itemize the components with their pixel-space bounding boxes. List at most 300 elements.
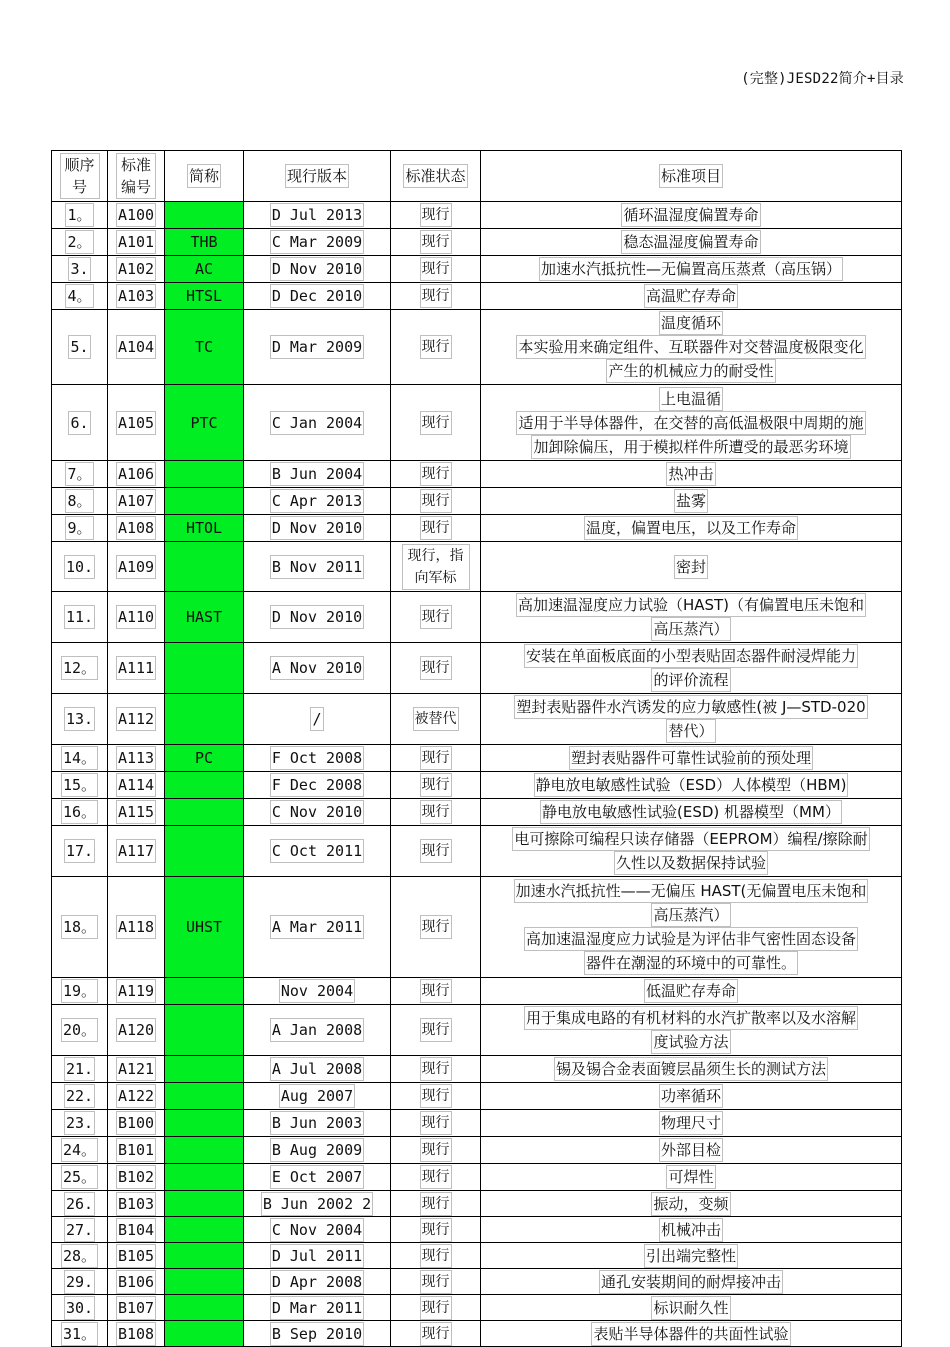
sequence-number: 12。 xyxy=(61,656,98,680)
table-row xyxy=(52,1321,902,1347)
standard-item-cell xyxy=(481,1056,902,1083)
abbreviation-cell xyxy=(165,877,244,978)
table-row xyxy=(52,1243,902,1269)
standard-item-cell xyxy=(481,745,902,772)
table-row xyxy=(52,745,902,772)
standard-code-cell xyxy=(108,202,165,229)
standard-status-cell xyxy=(391,1164,481,1191)
sequence-number: 9。 xyxy=(65,516,93,540)
table-row xyxy=(52,385,902,461)
table-row xyxy=(52,1164,902,1191)
standard-code: A106 xyxy=(116,462,156,486)
standard-code: A109 xyxy=(116,555,156,579)
standard-item-cell xyxy=(481,1137,902,1164)
standard-item-line: 加卸除偏压，用于模拟样件所遭受的最恶劣环境 xyxy=(531,435,850,459)
standard-status: 现行 xyxy=(420,1084,452,1108)
standard-item-line: 电可擦除可编程只读存储器（EEPROM）编程/擦除耐 xyxy=(512,827,869,851)
abbreviation: THB xyxy=(190,233,218,251)
standard-code-cell xyxy=(108,1083,165,1110)
standard-status-cell xyxy=(391,310,481,385)
sequence-number: 23. xyxy=(64,1111,95,1135)
standard-status-cell xyxy=(391,229,481,256)
sequence-number: 22. xyxy=(64,1084,95,1108)
standard-item-line: 标识耐久性 xyxy=(651,1296,730,1320)
sequence-number-cell xyxy=(52,229,108,256)
standard-status-cell xyxy=(391,1243,481,1269)
sequence-number-cell xyxy=(52,877,108,978)
current-version-cell xyxy=(244,1110,391,1137)
table-row xyxy=(52,1217,902,1243)
standard-code-cell xyxy=(108,826,165,877)
current-version-cell xyxy=(244,1295,391,1321)
standard-item-cell xyxy=(481,310,902,385)
current-version: D Nov 2010 xyxy=(270,257,364,281)
current-version-cell xyxy=(244,1137,391,1164)
current-version: B Jun 2004 xyxy=(270,462,364,486)
standard-item-line: 上电温循 xyxy=(659,387,723,411)
standard-code-cell xyxy=(108,1243,165,1269)
abbreviation-cell xyxy=(165,772,244,799)
standard-item-line: 锡及锡合金表面镀层晶须生长的测试方法 xyxy=(554,1057,828,1081)
sequence-number: 14。 xyxy=(61,746,98,770)
table-row xyxy=(52,488,902,515)
abbreviation: PC xyxy=(194,749,214,767)
table-row xyxy=(52,1191,902,1217)
current-version: D Nov 2010 xyxy=(270,516,364,540)
standard-item-cell xyxy=(481,256,902,283)
standard-item-cell xyxy=(481,542,902,592)
standard-item-line: 振动，变频 xyxy=(651,1192,730,1216)
standard-code: A108 xyxy=(116,516,156,540)
abbreviation-cell xyxy=(165,1164,244,1191)
table-row xyxy=(52,772,902,799)
standard-status-cell xyxy=(391,978,481,1005)
standard-code-cell xyxy=(108,877,165,978)
sequence-number: 17. xyxy=(64,839,95,863)
current-version: D Apr 2008 xyxy=(270,1270,364,1294)
standard-status: 现行 xyxy=(420,284,452,308)
current-version-cell xyxy=(244,1269,391,1295)
sequence-number-cell xyxy=(52,310,108,385)
standard-code: A105 xyxy=(116,411,156,435)
standard-code-cell xyxy=(108,1269,165,1295)
standard-item-cell xyxy=(481,1164,902,1191)
sequence-number-cell xyxy=(52,488,108,515)
abbreviation-cell xyxy=(165,1243,244,1269)
standard-item-line: 机械冲击 xyxy=(659,1218,723,1242)
standard-status-cell xyxy=(391,1217,481,1243)
standard-status-cell xyxy=(391,1005,481,1056)
sequence-number-cell xyxy=(52,1056,108,1083)
standard-item-line: 功率循环 xyxy=(659,1084,723,1108)
col-header-code-label: 标准编号 xyxy=(116,153,156,199)
current-version: F Dec 2008 xyxy=(270,773,364,797)
standard-code-cell xyxy=(108,799,165,826)
abbreviation-cell xyxy=(165,1269,244,1295)
standard-code: A119 xyxy=(116,979,156,1003)
sequence-number-cell xyxy=(52,978,108,1005)
standard-item-cell xyxy=(481,1110,902,1137)
sequence-number-cell xyxy=(52,643,108,694)
current-version: D Nov 2010 xyxy=(270,605,364,629)
standard-code: A118 xyxy=(116,915,156,939)
sequence-number: 28。 xyxy=(61,1244,98,1268)
current-version: C Mar 2009 xyxy=(270,230,364,254)
standard-code: B101 xyxy=(116,1138,156,1162)
standard-item-line: 热冲击 xyxy=(666,462,715,486)
standard-item-line: 引出端完整性 xyxy=(644,1244,738,1268)
sequence-number-cell xyxy=(52,694,108,745)
standard-item-line: 高加速温湿度应力试验（HAST)（有偏置电压未饱和 xyxy=(516,593,866,617)
current-version-cell xyxy=(244,826,391,877)
current-version-cell xyxy=(244,1083,391,1110)
table-row xyxy=(52,461,902,488)
standard-code: A101 xyxy=(116,230,156,254)
sequence-number-cell xyxy=(52,461,108,488)
standard-status: 现行 xyxy=(420,915,452,939)
standard-item-cell xyxy=(481,799,902,826)
current-version-cell xyxy=(244,461,391,488)
col-header-version-label: 现行版本 xyxy=(285,164,349,188)
current-version: E Oct 2007 xyxy=(270,1165,364,1189)
standard-item-cell xyxy=(481,202,902,229)
standard-code-cell xyxy=(108,1137,165,1164)
standard-code-cell xyxy=(108,592,165,643)
table-row xyxy=(52,1056,902,1083)
standard-status-cell xyxy=(391,515,481,542)
standard-item-cell xyxy=(481,1295,902,1321)
sequence-number-cell xyxy=(52,1217,108,1243)
abbreviation-cell xyxy=(165,385,244,461)
sequence-number: 16。 xyxy=(61,800,98,824)
abbreviation-cell xyxy=(165,1110,244,1137)
abbreviation-cell xyxy=(165,1137,244,1164)
col-header-status xyxy=(391,151,481,202)
table-row xyxy=(52,643,902,694)
standard-status-cell xyxy=(391,877,481,978)
current-version: Aug 2007 xyxy=(279,1084,355,1108)
standard-code-cell xyxy=(108,1321,165,1347)
sequence-number-cell xyxy=(52,1191,108,1217)
standard-status-cell xyxy=(391,826,481,877)
standard-code: A104 xyxy=(116,335,156,359)
sequence-number-cell xyxy=(52,385,108,461)
standard-item-line: 度试验方法 xyxy=(651,1030,730,1054)
standard-status: 被替代 xyxy=(413,707,459,731)
standard-status-cell xyxy=(391,694,481,745)
standard-code: A107 xyxy=(116,489,156,513)
sequence-number-cell xyxy=(52,542,108,592)
current-version-cell xyxy=(244,1005,391,1056)
standard-status: 现行 xyxy=(420,773,452,797)
standard-item-cell xyxy=(481,826,902,877)
abbreviation-cell xyxy=(165,694,244,745)
standard-item-cell xyxy=(481,385,902,461)
sequence-number-cell xyxy=(52,1321,108,1347)
sequence-number-cell xyxy=(52,1269,108,1295)
standard-code: A102 xyxy=(116,257,156,281)
standard-item-line: 塑封表贴器件水汽诱发的应力敏感性(被 J—STD-020 xyxy=(514,695,867,719)
standard-status-cell xyxy=(391,1137,481,1164)
standard-status-cell xyxy=(391,202,481,229)
standard-status: 现行 xyxy=(420,257,452,281)
abbreviation-cell xyxy=(165,1056,244,1083)
table-row xyxy=(52,1269,902,1295)
table-row xyxy=(52,799,902,826)
standard-code-cell xyxy=(108,385,165,461)
standard-item-cell xyxy=(481,229,902,256)
standard-item-cell xyxy=(481,694,902,745)
standard-code-cell xyxy=(108,1110,165,1137)
table-row xyxy=(52,256,902,283)
abbreviation-cell xyxy=(165,256,244,283)
table-row xyxy=(52,1295,902,1321)
standard-code-cell xyxy=(108,1164,165,1191)
standard-code-cell xyxy=(108,1191,165,1217)
standard-code-cell xyxy=(108,461,165,488)
abbreviation-cell xyxy=(165,283,244,310)
standard-code: B100 xyxy=(116,1111,156,1135)
abbreviation: HTOL xyxy=(185,519,223,537)
table-row xyxy=(52,1005,902,1056)
standard-code-cell xyxy=(108,745,165,772)
standard-status-cell xyxy=(391,592,481,643)
standard-item-line: 温度循环 xyxy=(659,311,723,335)
standard-status: 现行 xyxy=(420,1138,452,1162)
sequence-number-cell xyxy=(52,1164,108,1191)
sequence-number-cell xyxy=(52,745,108,772)
col-header-version xyxy=(244,151,391,202)
current-version: D Jul 2013 xyxy=(270,203,364,227)
sequence-number: 30. xyxy=(64,1296,95,1320)
sequence-number: 4。 xyxy=(65,284,93,308)
page-header: (完整)JESD22简介+目录 xyxy=(741,71,904,87)
table-row xyxy=(52,310,902,385)
standard-status-cell xyxy=(391,1056,481,1083)
col-header-sequence-label: 顺序号 xyxy=(60,153,100,199)
abbreviation-cell xyxy=(165,1083,244,1110)
sequence-number-cell xyxy=(52,826,108,877)
standard-code: B106 xyxy=(116,1270,156,1294)
standard-status-cell xyxy=(391,1295,481,1321)
current-version: C Apr 2013 xyxy=(270,489,364,513)
standard-status-cell xyxy=(391,1083,481,1110)
sequence-number-cell xyxy=(52,1005,108,1056)
current-version-cell xyxy=(244,1164,391,1191)
standard-item-line: 通孔安装期间的耐焊接冲击 xyxy=(599,1270,783,1294)
standard-code: A112 xyxy=(116,707,156,731)
sequence-number: 10. xyxy=(64,555,95,579)
standard-code-cell xyxy=(108,1056,165,1083)
current-version: D Mar 2009 xyxy=(270,335,364,359)
standard-code-cell xyxy=(108,542,165,592)
current-version-cell xyxy=(244,283,391,310)
standard-item-line: 产生的机械应力的耐受性 xyxy=(606,359,775,383)
standard-item-line: 外部目检 xyxy=(659,1138,723,1162)
standard-status: 现行 xyxy=(420,1296,452,1320)
current-version-cell xyxy=(244,1056,391,1083)
abbreviation-cell xyxy=(165,592,244,643)
current-version-cell xyxy=(244,592,391,643)
abbreviation-cell xyxy=(165,643,244,694)
standard-code-cell xyxy=(108,310,165,385)
standard-code-cell xyxy=(108,1295,165,1321)
standard-code: B102 xyxy=(116,1165,156,1189)
standard-item-cell xyxy=(481,461,902,488)
standard-code: A110 xyxy=(116,605,156,629)
standard-item-cell xyxy=(481,1269,902,1295)
standard-item-line: 安装在单面板底面的小型表贴固态器件耐浸焊能力 xyxy=(524,644,858,668)
standard-code-cell xyxy=(108,256,165,283)
col-header-abbr-label: 简称 xyxy=(187,164,221,188)
sequence-number-cell xyxy=(52,256,108,283)
abbreviation: HAST xyxy=(185,608,223,626)
sequence-number: 8。 xyxy=(65,489,93,513)
current-version-cell xyxy=(244,310,391,385)
standard-item-line: 可焊性 xyxy=(666,1165,715,1189)
standard-status-cell xyxy=(391,1191,481,1217)
standard-status: 现行 xyxy=(420,335,452,359)
abbreviation-cell xyxy=(165,1295,244,1321)
abbreviation-cell xyxy=(165,229,244,256)
standard-code: A114 xyxy=(116,773,156,797)
sequence-number: 27. xyxy=(64,1218,95,1242)
sequence-number-cell xyxy=(52,515,108,542)
standard-status-cell xyxy=(391,745,481,772)
standard-item-line: 静电放电敏感性试验（ESD）人体模型（HBM) xyxy=(534,773,849,797)
current-version: C Nov 2010 xyxy=(270,800,364,824)
table-row xyxy=(52,694,902,745)
table-row xyxy=(52,826,902,877)
standard-item-line: 本实验用来确定组件、互联器件对交替温度极限变化 xyxy=(516,335,865,359)
standard-status: 现行 xyxy=(420,979,452,1003)
abbreviation-cell xyxy=(165,488,244,515)
col-header-item-label: 标准项目 xyxy=(659,164,723,188)
table-row xyxy=(52,202,902,229)
standard-item-cell xyxy=(481,1321,902,1347)
sequence-number: 25。 xyxy=(61,1165,98,1189)
standard-status-cell xyxy=(391,283,481,310)
current-version-cell xyxy=(244,256,391,283)
standard-code-cell xyxy=(108,1005,165,1056)
abbreviation: HTSL xyxy=(185,287,223,305)
current-version-cell xyxy=(244,542,391,592)
current-version-cell xyxy=(244,488,391,515)
standard-code: A121 xyxy=(116,1057,156,1081)
sequence-number: 19。 xyxy=(61,979,98,1003)
current-version: D Dec 2010 xyxy=(270,284,364,308)
current-version-cell xyxy=(244,643,391,694)
table-row xyxy=(52,515,902,542)
standard-code: A120 xyxy=(116,1018,156,1042)
standard-code: B105 xyxy=(116,1244,156,1268)
standard-code-cell xyxy=(108,515,165,542)
col-header-code xyxy=(108,151,165,202)
standard-status-cell xyxy=(391,461,481,488)
abbreviation: TC xyxy=(194,338,214,356)
standard-code: A103 xyxy=(116,284,156,308)
current-version-cell xyxy=(244,385,391,461)
standard-item-line: 久性以及数据保持试验 xyxy=(614,851,768,875)
standard-status-cell xyxy=(391,1269,481,1295)
standard-code-cell xyxy=(108,978,165,1005)
standard-code: A100 xyxy=(116,203,156,227)
standard-item-line: 低温贮存寿命 xyxy=(644,979,738,1003)
current-version-cell xyxy=(244,1217,391,1243)
standard-code: A122 xyxy=(116,1084,156,1108)
abbreviation-cell xyxy=(165,310,244,385)
abbreviation-cell xyxy=(165,978,244,1005)
sequence-number-cell xyxy=(52,592,108,643)
sequence-number-cell xyxy=(52,772,108,799)
table-row xyxy=(52,592,902,643)
current-version-cell xyxy=(244,877,391,978)
standard-code-cell xyxy=(108,1217,165,1243)
sequence-number: 1。 xyxy=(65,203,93,227)
current-version-cell xyxy=(244,694,391,745)
standard-status: 现行 xyxy=(420,462,452,486)
standard-item-line: 塑封表贴器件可靠性试验前的预处理 xyxy=(569,746,813,770)
standard-item-cell xyxy=(481,1243,902,1269)
standard-status-cell xyxy=(391,772,481,799)
sequence-number-cell xyxy=(52,1110,108,1137)
table-row xyxy=(52,1110,902,1137)
current-version: B Nov 2011 xyxy=(270,555,364,579)
standard-code-cell xyxy=(108,694,165,745)
header-row xyxy=(52,151,902,202)
standard-item-line: 替代） xyxy=(666,719,715,743)
standard-status: 现行 xyxy=(420,411,452,435)
standard-item-line: 表贴半导体器件的共面性试验 xyxy=(591,1322,790,1346)
standard-item-cell xyxy=(481,877,902,978)
current-version: B Jun 2003 xyxy=(270,1111,364,1135)
standard-item-cell xyxy=(481,1217,902,1243)
abbreviation: UHST xyxy=(185,918,223,936)
standard-status: 现行 xyxy=(420,1270,452,1294)
standard-status: 现行 xyxy=(420,516,452,540)
standard-code: A115 xyxy=(116,800,156,824)
standard-status: 现行，指向军标 xyxy=(402,544,470,590)
abbreviation-cell xyxy=(165,745,244,772)
standard-item-cell xyxy=(481,488,902,515)
standard-item-line: 器件在潮湿的环境中的可靠性。 xyxy=(584,951,798,975)
standard-item-line: 的评价流程 xyxy=(651,668,730,692)
abbreviation-cell xyxy=(165,515,244,542)
sequence-number-cell xyxy=(52,1295,108,1321)
current-version: D Mar 2011 xyxy=(270,1296,364,1320)
sequence-number: 3. xyxy=(68,257,90,281)
standard-status: 现行 xyxy=(420,656,452,680)
sequence-number: 18。 xyxy=(61,915,98,939)
standard-status: 现行 xyxy=(420,605,452,629)
current-version: C Jan 2004 xyxy=(270,411,364,435)
standard-item-line: 静电放电敏感性试验(ESD) 机器模型（MM） xyxy=(540,800,842,824)
standard-status: 现行 xyxy=(420,489,452,513)
standard-code-cell xyxy=(108,229,165,256)
standard-status-cell xyxy=(391,256,481,283)
current-version-cell xyxy=(244,515,391,542)
standard-status-cell xyxy=(391,1321,481,1347)
standard-status: 现行 xyxy=(420,839,452,863)
current-version: C Oct 2011 xyxy=(270,839,364,863)
standard-item-cell xyxy=(481,1005,902,1056)
standard-code-cell xyxy=(108,283,165,310)
standard-item-line: 高压蒸汽） xyxy=(651,903,730,927)
standard-item-line: 加速水汽抵抗性—无偏置高压蒸煮（高压锅） xyxy=(539,257,843,281)
current-version: A Mar 2011 xyxy=(270,915,364,939)
sequence-number: 2。 xyxy=(65,230,93,254)
standard-status: 现行 xyxy=(420,1192,452,1216)
